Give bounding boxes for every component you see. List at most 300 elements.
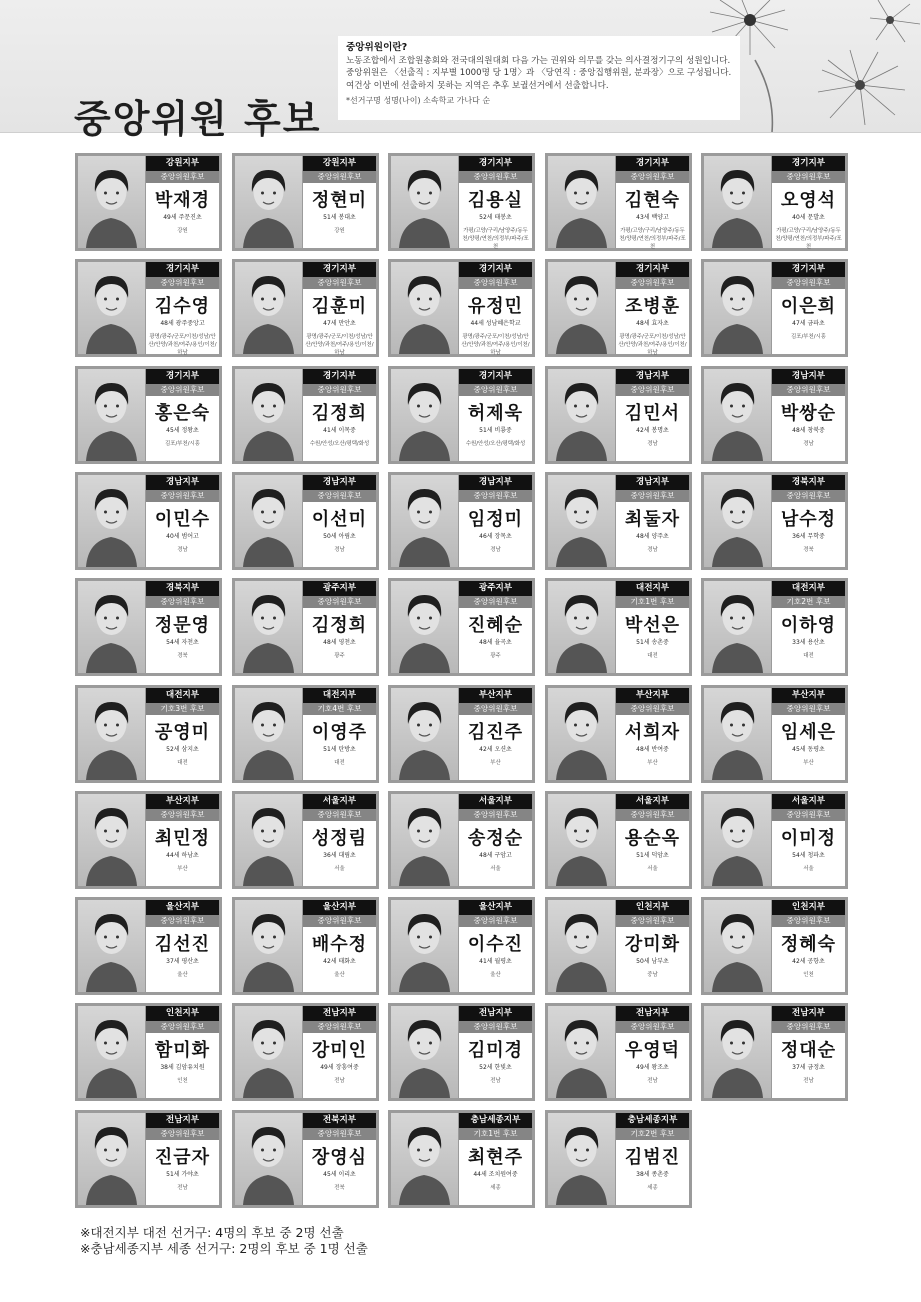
candidate-age-school: 42세 오션초 bbox=[479, 746, 512, 753]
candidate-info bbox=[146, 475, 219, 567]
candidate-card bbox=[545, 472, 692, 570]
candidate-name: 오영석 bbox=[780, 190, 837, 211]
candidate-name: 정혜숙 bbox=[780, 934, 837, 955]
candidate-name: 박쌍순 bbox=[780, 403, 837, 424]
candidate-role: 중앙위원후보 bbox=[459, 809, 532, 821]
candidate-grid bbox=[75, 153, 855, 1215]
candidate-branch: 강원지부 bbox=[146, 156, 219, 171]
candidate-age-school: 44세 성남혜은학교 bbox=[470, 320, 521, 327]
candidate-card bbox=[232, 685, 379, 783]
candidate-info bbox=[772, 688, 845, 780]
candidate-region: 서울 bbox=[334, 866, 345, 872]
candidate-name: 정문영 bbox=[154, 615, 211, 636]
candidate-age-school: 54세 자천초 bbox=[166, 639, 199, 646]
candidate-photo bbox=[235, 900, 302, 992]
candidate-branch: 경기지부 bbox=[459, 369, 532, 384]
candidate-region: 광명/광주/군포/이천/성남/안산/안양/과천/여주/용인/이천/하남 bbox=[148, 334, 217, 356]
candidate-card bbox=[545, 153, 692, 251]
candidate-age-school: 49세 장흥여중 bbox=[320, 1064, 359, 1071]
candidate-info bbox=[303, 900, 376, 992]
candidate-info bbox=[459, 581, 532, 673]
candidate-info bbox=[772, 900, 845, 992]
candidate-photo bbox=[235, 581, 302, 673]
candidate-role: 중앙위원후보 bbox=[616, 490, 689, 502]
candidate-card bbox=[232, 791, 379, 889]
candidate-role: 중앙위원후보 bbox=[459, 1021, 532, 1033]
candidate-photo bbox=[704, 156, 771, 248]
candidate-photo bbox=[235, 475, 302, 567]
candidate-card bbox=[75, 472, 222, 570]
candidate-card bbox=[75, 1003, 222, 1101]
candidate-role: 중앙위원후보 bbox=[772, 915, 845, 927]
candidate-age-school: 48세 구암고 bbox=[479, 852, 512, 859]
candidate-name: 김용실 bbox=[467, 190, 524, 211]
candidate-photo bbox=[704, 475, 771, 567]
candidate-name: 박선은 bbox=[624, 615, 681, 636]
candidate-region: 세종 bbox=[490, 1185, 501, 1191]
candidate-age-school: 48세 양주초 bbox=[636, 533, 669, 540]
candidate-role: 기호2번 후보 bbox=[616, 1128, 689, 1140]
candidate-info bbox=[459, 369, 532, 461]
candidate-card bbox=[701, 153, 848, 251]
candidate-region: 광명/광주/군포/이천/성남/안산/안양/과천/여주/용인/이천/하남 bbox=[305, 334, 374, 356]
candidate-age-school: 52세 태봉초 bbox=[479, 214, 512, 221]
candidate-role: 중앙위원후보 bbox=[616, 915, 689, 927]
candidate-name: 이은희 bbox=[780, 296, 837, 317]
candidate-region: 수원/안성/오산/평택/화성 bbox=[465, 441, 526, 447]
candidate-branch: 경남지부 bbox=[616, 369, 689, 384]
candidate-info bbox=[616, 794, 689, 886]
candidate-photo bbox=[391, 688, 458, 780]
candidate-name: 김진주 bbox=[467, 722, 524, 743]
candidate-branch: 광주지부 bbox=[303, 581, 376, 596]
candidate-region: 경북 bbox=[803, 547, 814, 553]
candidate-photo bbox=[548, 369, 615, 461]
candidate-region: 경남 bbox=[177, 547, 188, 553]
candidate-age-school: 50세 남부초 bbox=[636, 958, 669, 965]
candidate-age-school: 43세 백양고 bbox=[636, 214, 669, 221]
candidate-age-school: 49세 주문진초 bbox=[163, 214, 202, 221]
candidate-region: 전남 bbox=[803, 1078, 814, 1084]
candidate-region: 울산 bbox=[177, 972, 188, 978]
candidate-info bbox=[303, 262, 376, 354]
candidate-name: 김훈미 bbox=[311, 296, 368, 317]
candidate-name: 김민서 bbox=[624, 403, 681, 424]
candidate-branch: 대전지부 bbox=[146, 688, 219, 703]
candidate-age-school: 47세 만안초 bbox=[323, 320, 356, 327]
candidate-photo bbox=[548, 262, 615, 354]
candidate-card bbox=[75, 259, 222, 357]
candidate-age-school: 51세 봉대초 bbox=[323, 214, 356, 221]
candidate-info bbox=[459, 475, 532, 567]
candidate-role: 기호4번 후보 bbox=[303, 703, 376, 715]
candidate-region: 강원 bbox=[334, 228, 345, 234]
candidate-card bbox=[388, 472, 535, 570]
candidate-card bbox=[545, 1110, 692, 1208]
candidate-role: 중앙위원후보 bbox=[146, 171, 219, 183]
candidate-branch: 전남지부 bbox=[146, 1113, 219, 1128]
candidate-info bbox=[772, 794, 845, 886]
candidate-region: 광명/광주/군포/이천/성남/안산/안양/과천/여주/용인/이천/하남 bbox=[618, 334, 687, 356]
candidate-age-school: 40세 범어고 bbox=[166, 533, 199, 540]
candidate-region: 서울 bbox=[803, 866, 814, 872]
candidate-photo bbox=[78, 1006, 145, 1098]
candidate-photo bbox=[235, 156, 302, 248]
candidate-age-school: 51세 송촌중 bbox=[636, 639, 669, 646]
candidate-region: 가평/고양/구리/남양주/동두천/양평/연천/의정부/파주/포천 bbox=[619, 228, 686, 250]
candidate-branch: 강원지부 bbox=[303, 156, 376, 171]
candidate-card bbox=[545, 366, 692, 464]
candidate-region: 울산 bbox=[334, 972, 345, 978]
candidate-card bbox=[232, 897, 379, 995]
candidate-card bbox=[232, 1003, 379, 1101]
candidate-name: 김범진 bbox=[624, 1147, 681, 1168]
footnote-daejeon: ※대전지부 대전 선거구: 4명의 후보 중 2명 선출 bbox=[80, 1225, 344, 1240]
candidate-photo bbox=[548, 475, 615, 567]
candidate-role: 기호2번 후보 bbox=[772, 596, 845, 608]
candidate-region: 경남 bbox=[334, 547, 345, 553]
candidate-name: 배수정 bbox=[311, 934, 368, 955]
candidate-role: 중앙위원후보 bbox=[616, 384, 689, 396]
candidate-info bbox=[146, 794, 219, 886]
candidate-role: 중앙위원후보 bbox=[459, 703, 532, 715]
candidate-role: 중앙위원후보 bbox=[459, 596, 532, 608]
candidate-photo bbox=[704, 688, 771, 780]
candidate-role: 중앙위원후보 bbox=[616, 171, 689, 183]
candidate-photo bbox=[391, 794, 458, 886]
candidate-photo bbox=[391, 1113, 458, 1205]
candidate-info bbox=[459, 156, 532, 248]
candidate-region: 전남 bbox=[647, 1078, 658, 1084]
candidate-info bbox=[303, 688, 376, 780]
candidate-info bbox=[616, 900, 689, 992]
candidate-name: 우영덕 bbox=[624, 1040, 681, 1061]
candidate-branch: 인천지부 bbox=[616, 900, 689, 915]
candidate-region: 인천 bbox=[177, 1078, 188, 1084]
candidate-age-school: 42세 봉명초 bbox=[636, 427, 669, 434]
candidate-role: 기호3번 후보 bbox=[146, 703, 219, 715]
candidate-info bbox=[146, 1113, 219, 1205]
candidate-info bbox=[303, 794, 376, 886]
candidate-photo bbox=[704, 794, 771, 886]
candidate-region: 서울 bbox=[647, 866, 658, 872]
candidate-role: 중앙위원후보 bbox=[772, 277, 845, 289]
candidate-role: 중앙위원후보 bbox=[459, 915, 532, 927]
candidate-name: 홍은숙 bbox=[154, 403, 211, 424]
candidate-region: 대전 bbox=[177, 760, 188, 766]
candidate-card bbox=[232, 259, 379, 357]
candidate-info bbox=[459, 688, 532, 780]
candidate-age-school: 36세 대림초 bbox=[323, 852, 356, 859]
candidate-role: 중앙위원후보 bbox=[146, 384, 219, 396]
candidate-branch: 경북지부 bbox=[146, 581, 219, 596]
info-note: *선거구명 성명(나이) 소속학교 가나다 순 bbox=[346, 96, 491, 105]
candidate-name: 장영심 bbox=[311, 1147, 368, 1168]
candidate-info bbox=[459, 900, 532, 992]
candidate-region: 부산 bbox=[177, 866, 188, 872]
candidate-role: 중앙위원후보 bbox=[459, 277, 532, 289]
candidate-branch: 경기지부 bbox=[303, 262, 376, 277]
candidate-age-school: 38세 김암유치원 bbox=[160, 1064, 205, 1071]
candidate-name: 김현숙 bbox=[624, 190, 681, 211]
candidate-region: 가평/고양/구리/남양주/동두천/양평/연천/의정부/파주/포천 bbox=[462, 228, 529, 250]
candidate-age-school: 51세 탄방초 bbox=[323, 746, 356, 753]
candidate-branch: 울산지부 bbox=[459, 900, 532, 915]
candidate-role: 중앙위원후보 bbox=[772, 703, 845, 715]
candidate-photo bbox=[548, 1006, 615, 1098]
candidate-info bbox=[459, 1006, 532, 1098]
candidate-role: 중앙위원후보 bbox=[772, 171, 845, 183]
candidate-role: 중앙위원후보 bbox=[146, 277, 219, 289]
candidate-role: 중앙위원후보 bbox=[616, 809, 689, 821]
candidate-photo bbox=[235, 369, 302, 461]
candidate-branch: 전북지부 bbox=[303, 1113, 376, 1128]
candidate-name: 조병훈 bbox=[624, 296, 681, 317]
candidate-photo bbox=[548, 1113, 615, 1205]
candidate-card bbox=[701, 578, 848, 676]
info-box bbox=[338, 36, 740, 120]
candidate-age-school: 40세 문발초 bbox=[792, 214, 825, 221]
candidate-branch: 충남세종지부 bbox=[616, 1113, 689, 1128]
candidate-age-school: 45세 동평초 bbox=[792, 746, 825, 753]
candidate-photo bbox=[78, 475, 145, 567]
candidate-branch: 경남지부 bbox=[146, 475, 219, 490]
candidate-branch: 전남지부 bbox=[772, 1006, 845, 1021]
candidate-branch: 경기지부 bbox=[146, 369, 219, 384]
candidate-name: 정현미 bbox=[311, 190, 368, 211]
candidate-name: 송정순 bbox=[467, 828, 524, 849]
candidate-region: 광명/광주/군포/이천/성남/안산/안양/과천/여주/용인/이천/하남 bbox=[461, 334, 530, 356]
candidate-region: 경남 bbox=[647, 441, 658, 447]
candidate-info bbox=[459, 794, 532, 886]
candidate-photo bbox=[548, 900, 615, 992]
candidate-info bbox=[459, 262, 532, 354]
candidate-card bbox=[388, 791, 535, 889]
candidate-branch: 서울지부 bbox=[303, 794, 376, 809]
candidate-photo bbox=[704, 1006, 771, 1098]
candidate-photo bbox=[548, 794, 615, 886]
candidate-age-school: 44세 하남초 bbox=[166, 852, 199, 859]
candidate-card bbox=[75, 897, 222, 995]
candidate-card bbox=[75, 366, 222, 464]
candidate-branch: 경북지부 bbox=[772, 475, 845, 490]
candidate-branch: 충남세종지부 bbox=[459, 1113, 532, 1128]
candidate-role: 중앙위원후보 bbox=[303, 915, 376, 927]
candidate-photo bbox=[235, 688, 302, 780]
candidate-role: 중앙위원후보 bbox=[303, 171, 376, 183]
candidate-age-school: 54세 청파초 bbox=[792, 852, 825, 859]
candidate-info bbox=[772, 581, 845, 673]
candidate-name: 최현주 bbox=[467, 1147, 524, 1168]
candidate-card bbox=[75, 578, 222, 676]
candidate-region: 경남 bbox=[803, 441, 814, 447]
candidate-age-school: 48세 율곡초 bbox=[479, 639, 512, 646]
candidate-branch: 부산지부 bbox=[772, 688, 845, 703]
candidate-photo bbox=[548, 581, 615, 673]
candidate-branch: 전남지부 bbox=[616, 1006, 689, 1021]
candidate-card bbox=[545, 685, 692, 783]
candidate-info bbox=[146, 1006, 219, 1098]
candidate-role: 중앙위원후보 bbox=[303, 1021, 376, 1033]
candidate-info bbox=[616, 688, 689, 780]
candidate-role: 중앙위원후보 bbox=[772, 1021, 845, 1033]
candidate-age-school: 52세 삼지초 bbox=[166, 746, 199, 753]
candidate-role: 중앙위원후보 bbox=[303, 384, 376, 396]
candidate-branch: 경남지부 bbox=[772, 369, 845, 384]
candidate-age-school: 38세 종촌중 bbox=[636, 1171, 669, 1178]
candidate-info bbox=[303, 369, 376, 461]
candidate-region: 중남 bbox=[647, 972, 658, 978]
candidate-branch: 전남지부 bbox=[459, 1006, 532, 1021]
candidate-card bbox=[232, 472, 379, 570]
candidate-age-school: 48세 창북중 bbox=[792, 427, 825, 434]
candidate-photo bbox=[78, 581, 145, 673]
candidate-card bbox=[232, 578, 379, 676]
candidate-photo bbox=[78, 156, 145, 248]
candidate-age-school: 36세 무학중 bbox=[792, 533, 825, 540]
candidate-name: 남수정 bbox=[780, 509, 837, 530]
candidate-card bbox=[701, 259, 848, 357]
candidate-photo bbox=[391, 581, 458, 673]
candidate-age-school: 48세 광주중앙고 bbox=[160, 320, 205, 327]
candidate-role: 중앙위원후보 bbox=[459, 490, 532, 502]
candidate-region: 경북 bbox=[177, 653, 188, 659]
candidate-card bbox=[388, 153, 535, 251]
candidate-branch: 서울지부 bbox=[616, 794, 689, 809]
candidate-age-school: 42세 공항초 bbox=[792, 958, 825, 965]
candidate-role: 중앙위원후보 bbox=[146, 596, 219, 608]
candidate-region: 김포/부천/시흥 bbox=[165, 441, 200, 447]
candidate-card bbox=[388, 685, 535, 783]
candidate-role: 중앙위원후보 bbox=[146, 1128, 219, 1140]
candidate-name: 강미인 bbox=[311, 1040, 368, 1061]
candidate-info bbox=[772, 475, 845, 567]
candidate-branch: 경기지부 bbox=[616, 156, 689, 171]
candidate-name: 임정미 bbox=[467, 509, 524, 530]
candidate-age-school: 52세 한빛초 bbox=[479, 1064, 512, 1071]
candidate-region: 김포/부천/시흥 bbox=[791, 334, 826, 340]
candidate-age-school: 47세 금파초 bbox=[792, 320, 825, 327]
candidate-info bbox=[303, 1113, 376, 1205]
candidate-name: 김정희 bbox=[311, 403, 368, 424]
candidate-name: 최민정 bbox=[154, 828, 211, 849]
candidate-photo bbox=[78, 900, 145, 992]
info-heading: 중앙위원이란? bbox=[346, 42, 408, 53]
candidate-info bbox=[303, 1006, 376, 1098]
candidate-role: 중앙위원후보 bbox=[303, 490, 376, 502]
candidate-role: 중앙위원후보 bbox=[303, 277, 376, 289]
candidate-role: 중앙위원후보 bbox=[772, 384, 845, 396]
candidate-age-school: 48세 반여중 bbox=[636, 746, 669, 753]
candidate-info bbox=[616, 262, 689, 354]
candidate-card bbox=[545, 1003, 692, 1101]
candidate-role: 중앙위원후보 bbox=[146, 1021, 219, 1033]
candidate-branch: 경기지부 bbox=[303, 369, 376, 384]
candidate-photo bbox=[391, 156, 458, 248]
candidate-card bbox=[75, 1110, 222, 1208]
candidate-info bbox=[616, 156, 689, 248]
candidate-photo bbox=[235, 794, 302, 886]
candidate-name: 진금자 bbox=[154, 1147, 211, 1168]
candidate-name: 이수진 bbox=[467, 934, 524, 955]
candidate-photo bbox=[78, 369, 145, 461]
candidate-branch: 대전지부 bbox=[616, 581, 689, 596]
candidate-photo bbox=[704, 369, 771, 461]
candidate-role: 중앙위원후보 bbox=[616, 277, 689, 289]
candidate-age-school: 37세 평산초 bbox=[166, 958, 199, 965]
candidate-info bbox=[459, 1113, 532, 1205]
header-banner bbox=[0, 0, 921, 141]
candidate-region: 경남 bbox=[647, 547, 658, 553]
candidate-age-school: 51세 덕암초 bbox=[636, 852, 669, 859]
candidate-photo bbox=[78, 262, 145, 354]
candidate-info bbox=[146, 369, 219, 461]
candidate-role: 중앙위원후보 bbox=[146, 915, 219, 927]
candidate-branch: 서울지부 bbox=[772, 794, 845, 809]
candidate-branch: 대전지부 bbox=[303, 688, 376, 703]
candidate-branch: 광주지부 bbox=[459, 581, 532, 596]
candidate-photo bbox=[235, 1113, 302, 1205]
candidate-info bbox=[616, 475, 689, 567]
candidate-age-school: 49세 왕조초 bbox=[636, 1064, 669, 1071]
candidate-region: 강원 bbox=[177, 228, 188, 234]
candidate-branch: 경기지부 bbox=[772, 262, 845, 277]
candidate-card bbox=[232, 366, 379, 464]
candidate-photo bbox=[391, 900, 458, 992]
candidate-region: 경남 bbox=[490, 547, 501, 553]
candidate-card bbox=[388, 578, 535, 676]
candidate-photo bbox=[78, 794, 145, 886]
candidate-region: 세종 bbox=[647, 1185, 658, 1191]
candidate-role: 중앙위원후보 bbox=[303, 596, 376, 608]
candidate-info bbox=[616, 1006, 689, 1098]
candidate-role: 중앙위원후보 bbox=[146, 490, 219, 502]
candidate-info bbox=[303, 475, 376, 567]
candidate-branch: 인천지부 bbox=[772, 900, 845, 915]
candidate-branch: 인천지부 bbox=[146, 1006, 219, 1021]
candidate-name: 박재경 bbox=[154, 190, 211, 211]
candidate-role: 중앙위원후보 bbox=[772, 809, 845, 821]
candidate-name: 진혜순 bbox=[467, 615, 524, 636]
candidate-role: 중앙위원후보 bbox=[616, 1021, 689, 1033]
candidate-role: 중앙위원후보 bbox=[459, 384, 532, 396]
candidate-photo bbox=[704, 262, 771, 354]
candidate-name: 함미화 bbox=[154, 1040, 211, 1061]
candidate-name: 이미정 bbox=[780, 828, 837, 849]
candidate-name: 최둘자 bbox=[624, 509, 681, 530]
candidate-region: 부산 bbox=[647, 760, 658, 766]
candidate-role: 중앙위원후보 bbox=[772, 490, 845, 502]
candidate-photo bbox=[704, 900, 771, 992]
candidate-info bbox=[772, 156, 845, 248]
candidate-info bbox=[146, 156, 219, 248]
candidate-age-school: 44세 조치원여중 bbox=[473, 1171, 518, 1178]
candidate-card bbox=[388, 1003, 535, 1101]
candidate-region: 전남 bbox=[177, 1185, 188, 1191]
candidate-region: 전북 bbox=[334, 1185, 345, 1191]
candidate-region: 인천 bbox=[803, 972, 814, 978]
candidate-branch: 부산지부 bbox=[616, 688, 689, 703]
candidate-age-school: 45세 이리초 bbox=[323, 1171, 356, 1178]
candidate-card bbox=[545, 578, 692, 676]
candidate-role: 중앙위원후보 bbox=[616, 703, 689, 715]
candidate-branch: 전남지부 bbox=[303, 1006, 376, 1021]
footnote-sejong: ※충남세종지부 세종 선거구: 2명의 후보 중 1명 선출 bbox=[80, 1241, 368, 1256]
candidate-region: 부산 bbox=[803, 760, 814, 766]
candidate-card bbox=[701, 366, 848, 464]
candidate-role: 중앙위원후보 bbox=[459, 171, 532, 183]
candidate-name: 김정희 bbox=[311, 615, 368, 636]
